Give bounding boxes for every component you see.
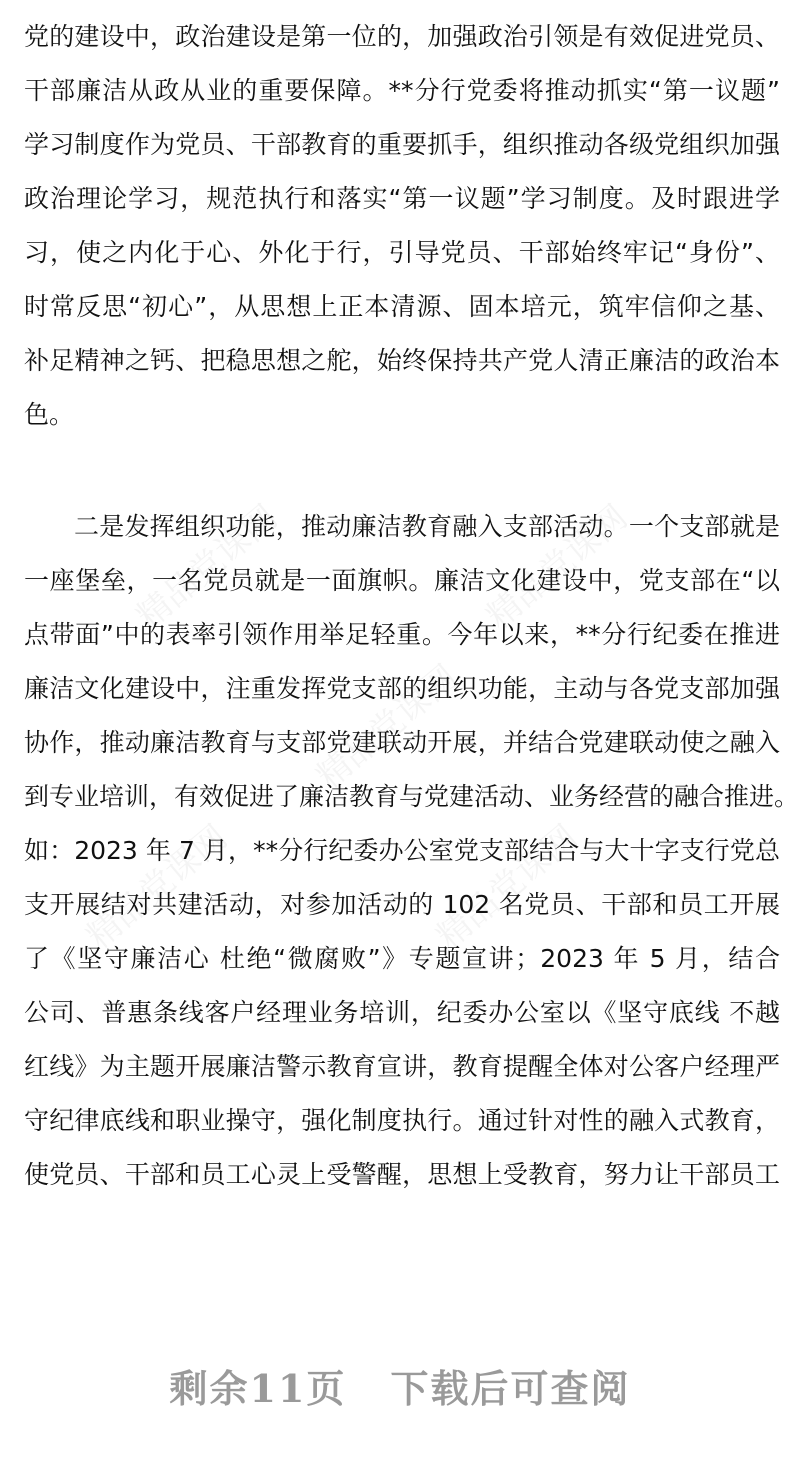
remaining-pages-label: 剩余11页	[169, 1366, 347, 1411]
paragraph-gap	[24, 442, 780, 500]
download-to-view-label[interactable]: 下载后可查阅	[390, 1366, 631, 1411]
text-line: 二是发挥组织功能，推动廉洁教育融入支部活动。一个支部就是	[74, 512, 780, 541]
watermark: 精品党课网	[79, 817, 236, 958]
watermark: 精品党课网	[479, 497, 636, 638]
text-line: 守纪律底线和职业操守，强化制度执行。通过针对性的融入式教育，	[24, 1106, 780, 1135]
text-line: 政治理论学习，规范执行和落实“第一议题”学习制度。及时跟进学	[24, 184, 780, 213]
text-line: 党的建设中，政治建设是第一位的，加强政治引领是有效促进党员、	[24, 22, 780, 51]
text-line: 了《坚守廉洁心 杜绝“微腐败”》专题宣讲；2023 年 5 月，结合	[24, 944, 780, 973]
text-line: 干部廉洁从政从业的重要保障。**分行党委将推动抓实“第一议题”	[24, 76, 780, 105]
text-line: 到专业培训，有效促进了廉洁教育与党建活动、业务经营的融合推进。	[24, 782, 800, 811]
text-line: 学习制度作为党员、干部教育的重要抓手，组织推动各级党组织加强	[24, 130, 780, 159]
watermark: 精品党课网	[429, 817, 586, 958]
text-line: 如：2023 年 7 月，**分行纪委办公室党支部结合与大十字支行党总	[24, 836, 780, 865]
text-line: 点带面”中的表率引领作用举足轻重。今年以来，**分行纪委在推进	[24, 620, 780, 649]
download-prompt[interactable]	[0, 1358, 800, 1413]
text-line: 色。	[24, 400, 75, 429]
watermark: 精品党课网	[129, 497, 286, 638]
text-line: 公司、普惠条线客户经理业务培训，纪委办公室以《坚守底线 不越	[24, 998, 780, 1027]
text-line: 协作，推动廉洁教育与支部党建联动开展，并结合党建联动使之融入	[24, 728, 780, 757]
text-line: 红线》为主题开展廉洁警示教育宣讲，教育提醒全体对公客户经理严	[24, 1052, 780, 1081]
paragraph-2	[24, 500, 800, 1202]
text-line: 习，使之内化于心、外化于行，引导党员、干部始终牢记“身份”、	[24, 238, 780, 267]
text-line: 时常反思“初心”，从思想上正本清源、固本培元，筑牢信仰之基、	[24, 292, 780, 321]
text-line: 廉洁文化建设中，注重发挥党支部的组织功能，主动与各党支部加强	[24, 674, 780, 703]
paragraph-1	[24, 10, 780, 442]
document-page	[24, 10, 800, 1202]
text-line: 使党员、干部和员工心灵上受警醒，思想上受教育，努力让干部员工	[24, 1160, 780, 1189]
text-line: 补足精神之钙、把稳思想之舵，始终保持共产党人清正廉洁的政治本	[24, 346, 780, 375]
watermark: 精品党课网	[309, 657, 466, 798]
text-line: 支开展结对共建活动，对参加活动的 102 名党员、干部和员工开展	[24, 890, 780, 919]
text-line: 一座堡垒，一名党员就是一面旗帜。廉洁文化建设中，党支部在“以	[24, 566, 780, 595]
